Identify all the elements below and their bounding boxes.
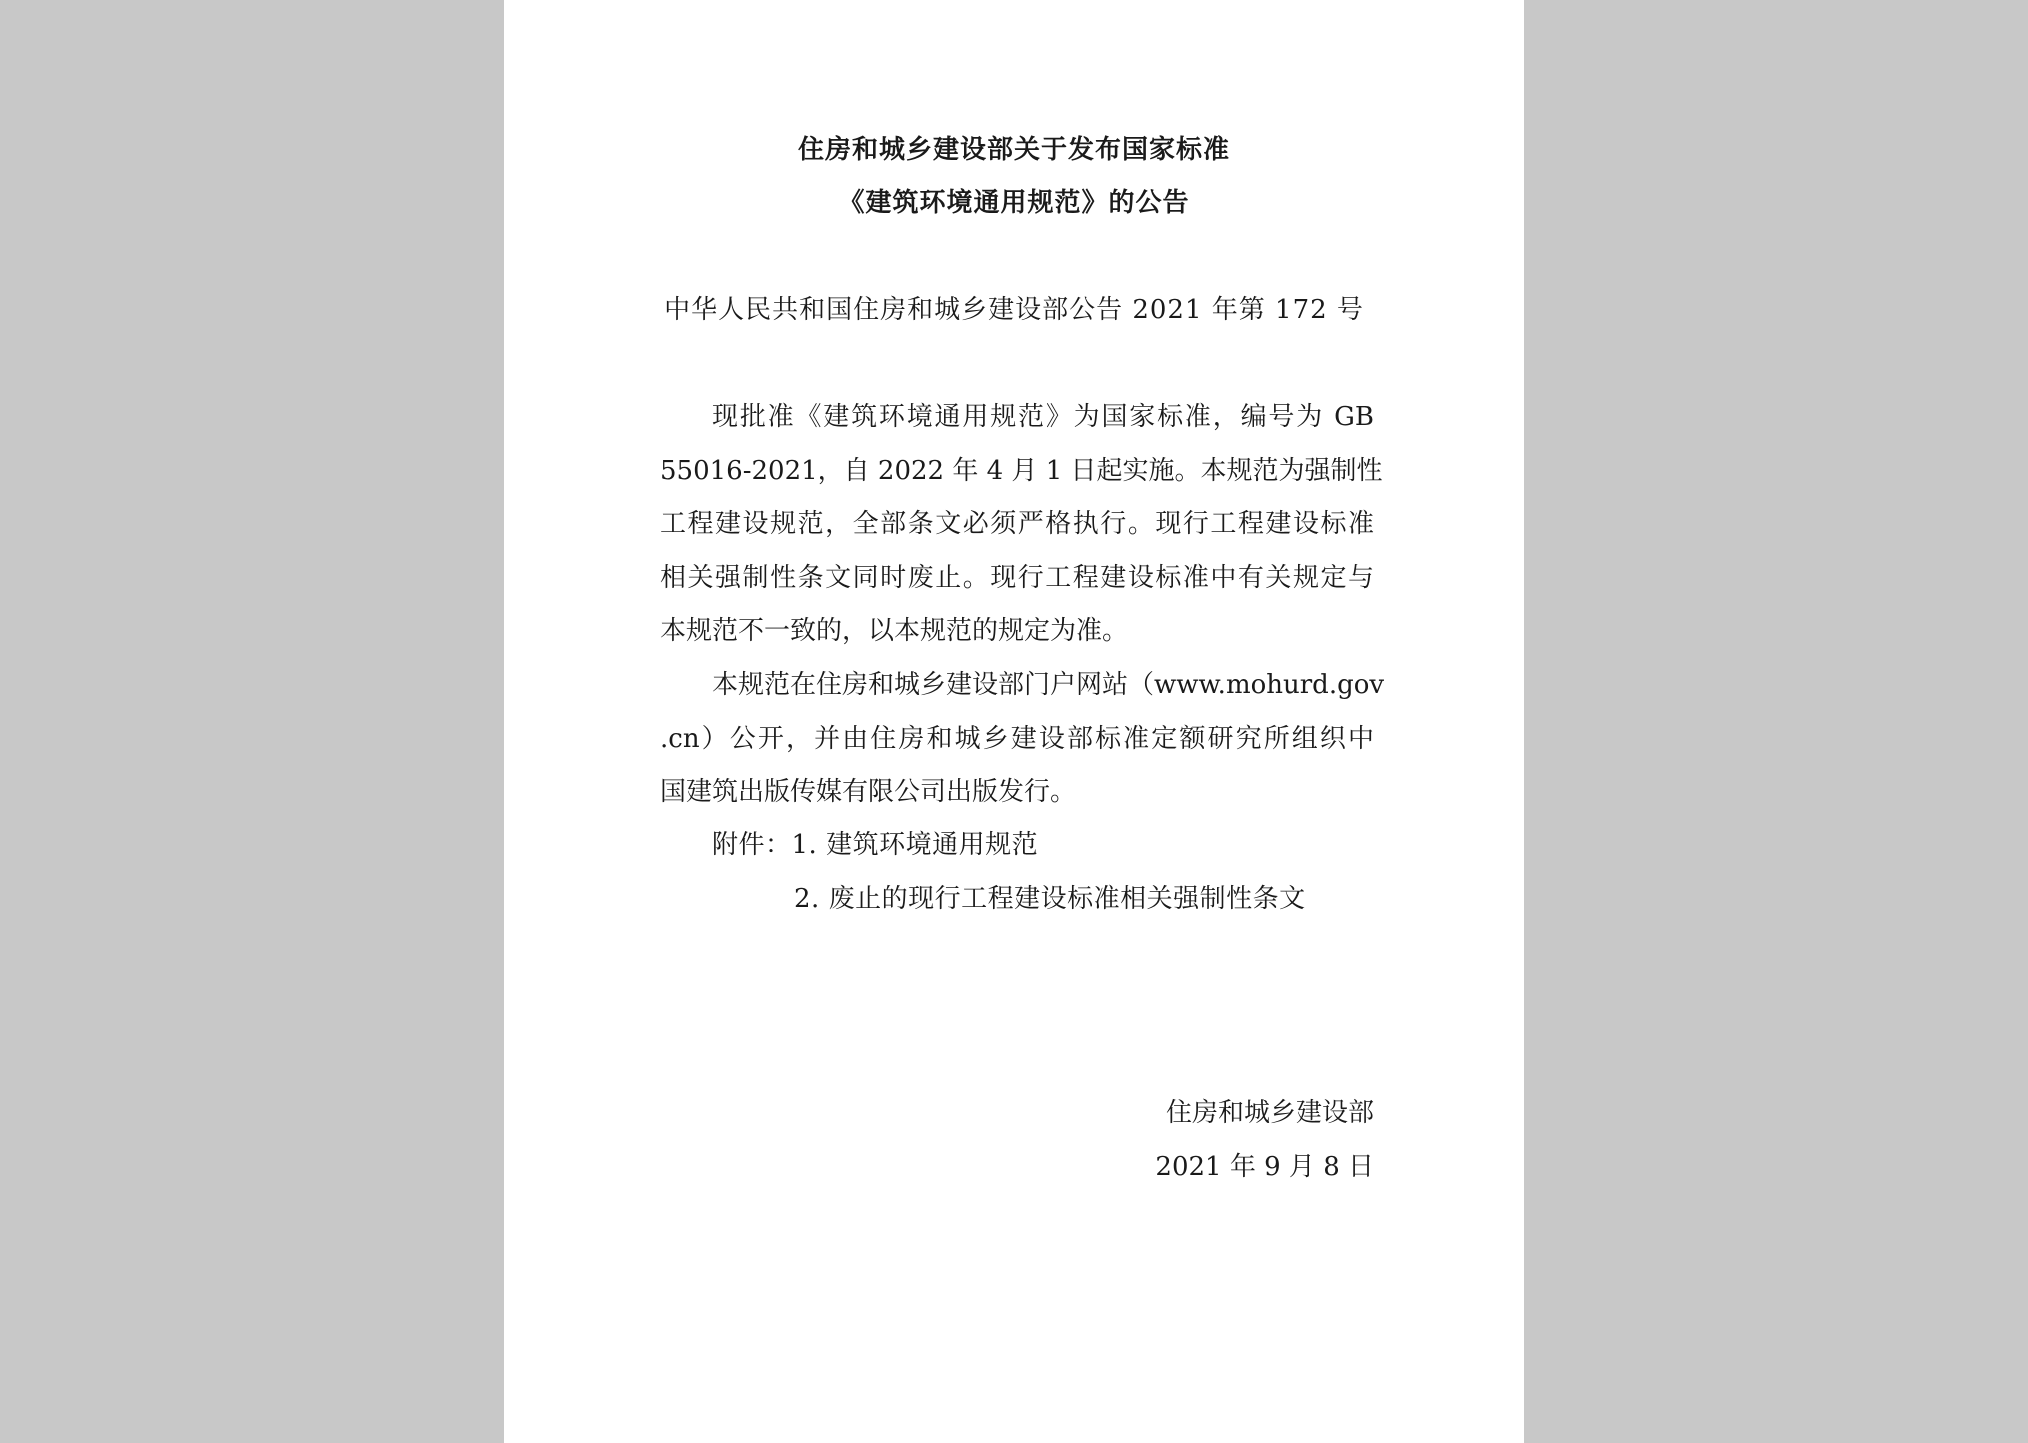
paragraph-2-line: 本规范在住房和城乡建设部门户网站（www.mohurd.gov	[712, 670, 1385, 700]
paragraph-1-line: 相关强制性条文同时废止。现行工程建设标准中有关规定与	[660, 563, 1374, 593]
paragraph-2-line: .cn）公开，并由住房和城乡建设部标准定额研究所组织中	[660, 724, 1374, 754]
attachment-line-1: 附件：1. 建筑环境通用规范	[712, 830, 1039, 860]
attachment-line-2: 2. 废止的现行工程建设标准相关强制性条文	[794, 884, 1306, 914]
paragraph-1-line: 本规范不一致的，以本规范的规定为准。	[660, 616, 1129, 646]
notice-number: 中华人民共和国住房和城乡建设部公告 2021 年第 172 号	[664, 295, 1364, 325]
paragraph-1-line: 工程建设规范，全部条文必须严格执行。现行工程建设标准	[660, 509, 1374, 539]
paragraph-1-line: 现批准《建筑环境通用规范》为国家标准，编号为 GB	[712, 402, 1374, 432]
document-page	[504, 0, 1524, 1443]
issue-date: 2021 年 9 月 8 日	[1155, 1152, 1374, 1182]
document-title-line-2: 《建筑环境通用规范》的公告	[838, 188, 1190, 218]
issuer-signature: 住房和城乡建设部	[1165, 1098, 1374, 1128]
paragraph-1-line: 55016-2021，自 2022 年 4 月 1 日起实施。本规范为强制性	[660, 456, 1383, 486]
paragraph-2-line: 国建筑出版传媒有限公司出版发行。	[660, 777, 1077, 807]
document-title-line-1: 住房和城乡建设部关于发布国家标准	[797, 135, 1230, 165]
